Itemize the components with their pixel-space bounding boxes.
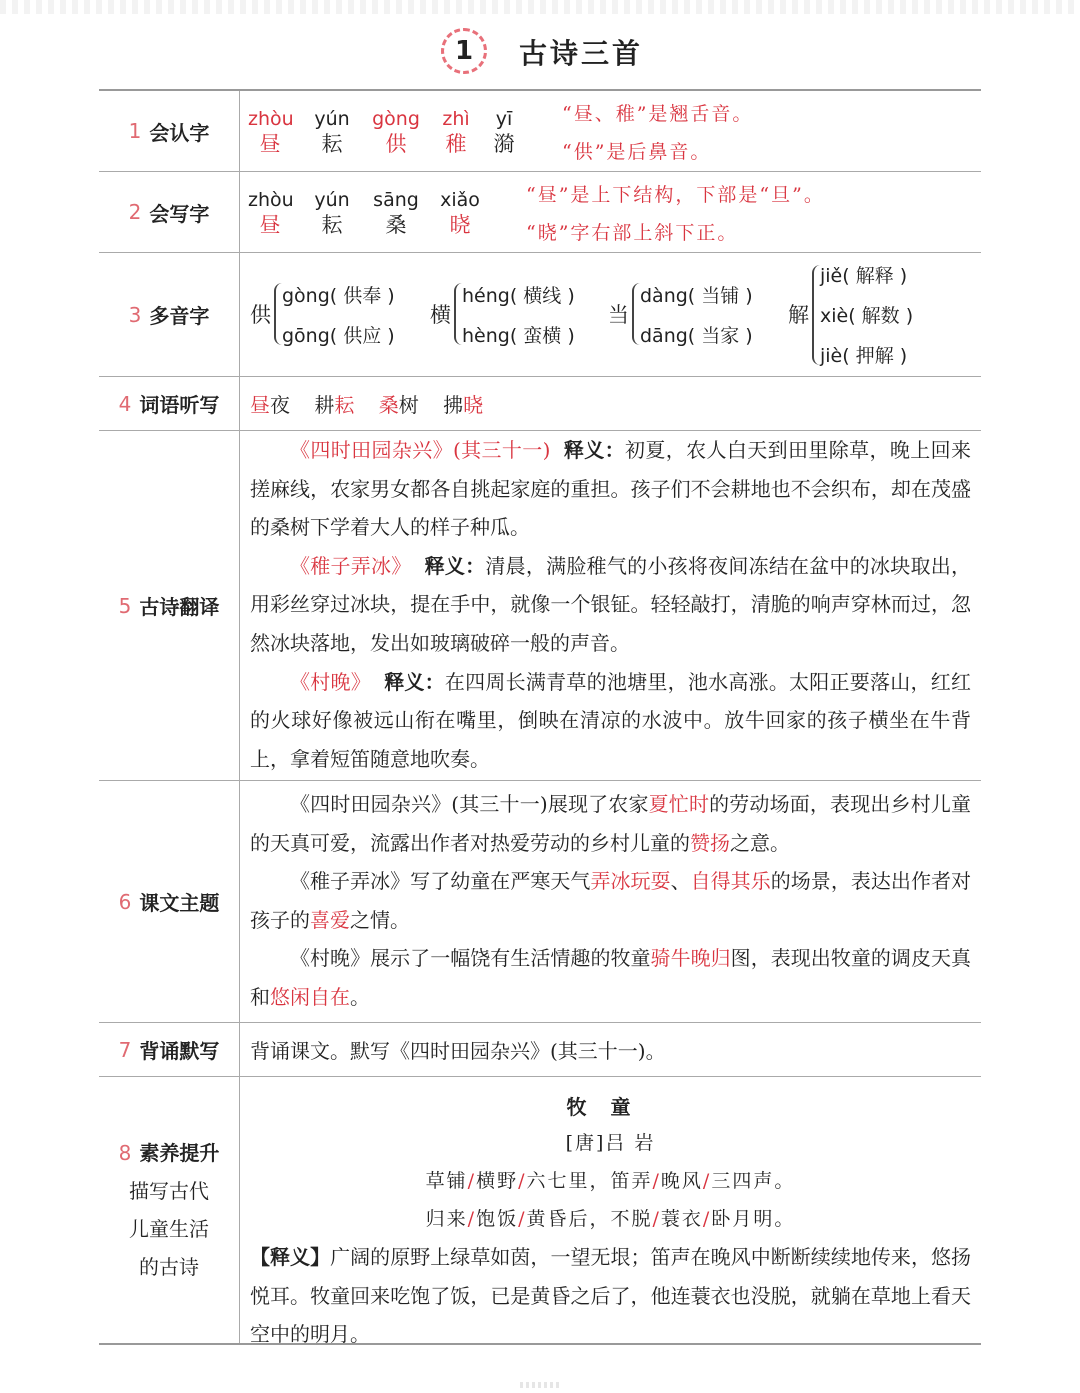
translation-paragraph: 《四时田园杂兴》(其三十一) 释义：初夏，农人白天到田里除草，晚上回来搓麻线，农家男女都各自挑起家庭的重担。孩子们不会耕地也不会织布，却在茂盛的桑树下学着大人的样子种瓜。	[250, 438, 972, 540]
row-label: 3 多音字	[99, 253, 240, 376]
word: 昼夜	[250, 393, 290, 417]
lesson-number-badge: 1	[441, 28, 487, 74]
dictation-content	[240, 377, 981, 430]
poem-interpretation: 【释义】广阔的原野上绿草如茵，一望无垠；笛声在晚风中断断续续地传来，悠扬悦耳。牧童回来吃饱了饭，已是黄昏之后了，他连蓑衣也没脱，就躺在草地上看天空中的明月。	[250, 1245, 972, 1347]
poem-line: 草铺/横野/六七里，笛弄/晚风/三四声。	[425, 1170, 796, 1192]
study-table	[99, 89, 981, 1345]
word: 耕耘	[314, 393, 355, 417]
row-label: 7 背诵默写	[99, 1023, 240, 1076]
char-item: yún 耘	[314, 108, 350, 156]
theme-paragraph: 《四时田园杂兴》(其三十一)展现了农家夏忙时的劳动场面，表现出乡村儿童的天真可爱，流露出作者对热爱劳动的乡村儿童的赞扬之意。	[250, 792, 972, 855]
page-title: 古诗三首	[519, 37, 644, 70]
lesson-header	[0, 24, 1080, 84]
char-item: yún 耘	[314, 189, 350, 237]
char-item: gòng 供	[372, 108, 420, 156]
translation-content	[240, 431, 981, 780]
poem-content	[240, 1077, 981, 1347]
row-polyphones	[99, 253, 981, 377]
tip-note: “晓”字右部上斜下正。	[526, 222, 739, 244]
dictation-words	[250, 389, 501, 418]
char-item: zhì 稚	[442, 108, 470, 156]
poem-title: 牧童	[566, 1095, 655, 1119]
bottom-decoration	[520, 1382, 560, 1388]
row-recognize-chars	[99, 91, 981, 172]
poem-line: 归来/饱饭/黄昏后，不脱/蓑衣/卧月明。	[425, 1208, 796, 1230]
tip-note: “昼”是上下结构，下部是“旦”。	[526, 184, 825, 206]
char-item: sāng 桑	[373, 189, 419, 237]
translation-paragraph: 《稚子弄冰》 释义：清晨，满脸稚气的小孩将夜间冻结在盆中的冰块取出，用彩丝穿过冰块，提在手中，就像一个银钲。轻轻敲打，清脆的响声穿林而过，忽然冰块落地，发出如玻璃破碎一般的声音。	[250, 553, 972, 655]
row-dictation	[99, 377, 981, 431]
char-item: zhòu 昼	[248, 108, 294, 156]
row-extension	[99, 1077, 981, 1345]
translation-paragraph: 《村晚》 释义：在四周长满青草的池塘里，池水高涨。太阳正要落山，红红的火球好像被远山衔在嘴里，倒映在清凉的水波中。放牛回家的孩子横坐在牛背上，拿着短笛随意地吹奏。	[250, 669, 972, 771]
recite-content	[240, 1023, 981, 1076]
theme-paragraph: 《稚子弄冰》写了幼童在严寒天气弄冰玩耍、自得其乐的场景，表达出作者对孩子的喜爱之情。	[250, 869, 972, 932]
tip-note: “供”是后鼻音。	[562, 141, 712, 163]
row-theme	[99, 781, 981, 1023]
theme-paragraph: 《村晚》展示了一幅饶有生活情趣的牧童骑牛晚归图，表现出牧童的调皮天真和悠闲自在。	[250, 946, 972, 1009]
word: 拂晓	[443, 393, 484, 417]
row-recite	[99, 1023, 981, 1077]
row-label: 5 古诗翻译	[99, 431, 240, 780]
row-write-chars	[99, 172, 981, 253]
row-translation	[99, 431, 981, 781]
recognize-chars-content	[240, 91, 981, 171]
word: 桑树	[378, 393, 419, 417]
write-chars-content	[240, 172, 981, 252]
top-decoration	[0, 0, 1080, 14]
row-label: 4 词语听写	[99, 377, 240, 430]
row-label: 2 会写字	[99, 172, 240, 252]
row-label: 8 素养提升 描写古代 儿童生活 的古诗	[99, 1077, 240, 1343]
row-label: 1 会认字	[99, 91, 240, 171]
tip-note: “昼、稚”是翘舌音。	[562, 103, 754, 125]
char-item: xiǎo 晓	[440, 189, 480, 237]
char-item: yī 漪	[493, 108, 515, 156]
row-label: 6 课文主题	[99, 781, 240, 1022]
poem-author: [唐]吕 岩	[565, 1132, 656, 1154]
polyphones-content: 供 gòng( 供奉 ) gōng( 供应 ) 横 héng( 横线 ) hèng( 蛮横 ) 当 dàng( 当铺 ) dāng( 当家 ) 解 jiě( 解释 ) xiè( 解数 ) jiè( 押解 )	[250, 265, 914, 367]
recite-text: 背诵课文。默写《四时田园杂兴》(其三十一)。	[250, 1039, 666, 1063]
theme-content	[240, 781, 981, 1022]
char-item: zhòu 昼	[248, 189, 294, 237]
